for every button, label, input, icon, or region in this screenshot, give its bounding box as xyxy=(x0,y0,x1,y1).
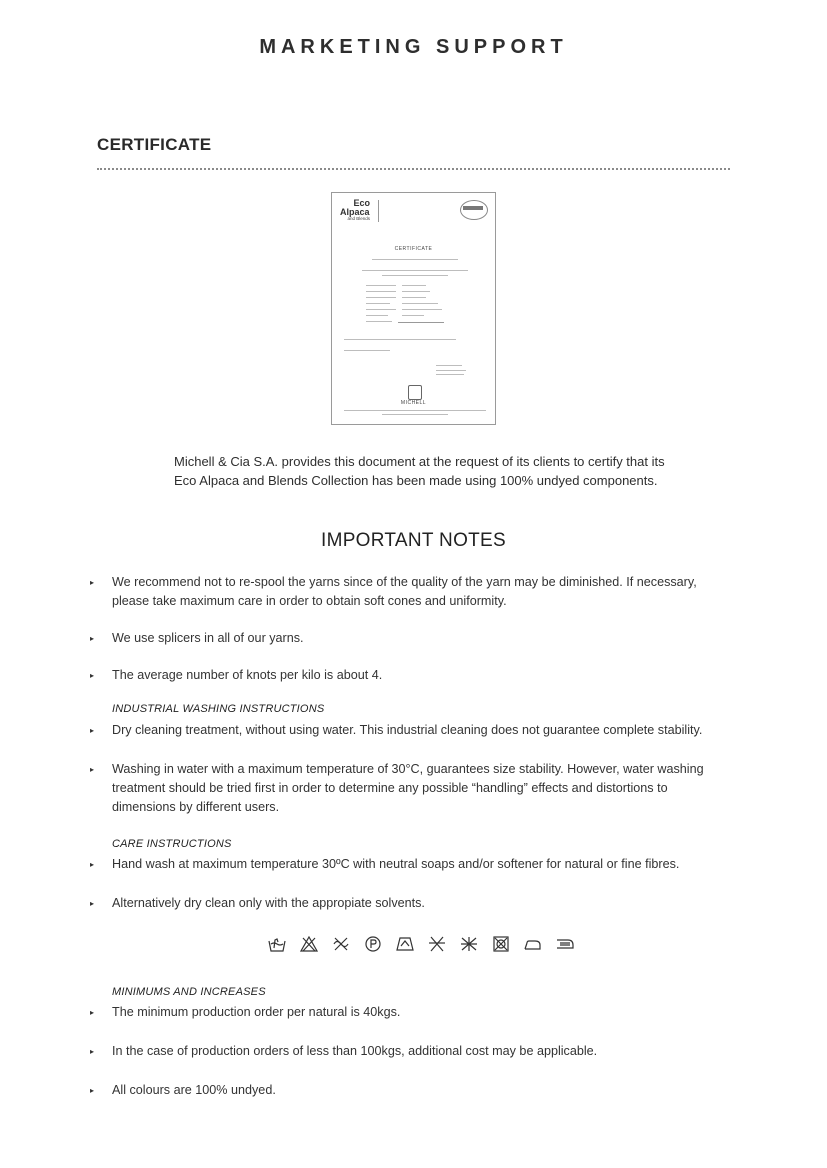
iron-low-icon xyxy=(517,934,549,954)
cert-text-line xyxy=(366,291,396,292)
cert-text-line xyxy=(402,285,426,286)
cert-text-line xyxy=(402,297,426,298)
no-iron-steam-icon xyxy=(453,934,485,954)
cert-text-line xyxy=(344,339,456,340)
no-tumble-dry-icon xyxy=(325,934,357,954)
bullet-marker: ▸ xyxy=(90,1008,95,1017)
dotted-divider xyxy=(97,168,730,170)
cert-text-line xyxy=(372,259,458,260)
logo-divider xyxy=(378,200,379,222)
note-line: treatment should be tried first in order to determine any possible “handling” effects and distortions to xyxy=(112,781,668,795)
note-item xyxy=(90,1042,722,1061)
cert-text-line xyxy=(362,270,468,271)
note-item xyxy=(90,760,722,817)
no-bleach-icon xyxy=(293,934,325,954)
certificate-thumbnail xyxy=(331,192,496,425)
cert-text-line xyxy=(436,374,464,375)
cert-text-line xyxy=(366,303,390,304)
eco-alpaca-logo xyxy=(340,199,370,222)
intro-paragraph xyxy=(174,453,674,490)
note-line: please take maximum care in order to obtain soft cones and uniformity. xyxy=(112,594,507,608)
note-line: Washing in water with a maximum temperature of 30°C, guarantees size stability. However, water washing xyxy=(112,762,704,776)
note-line: Dry cleaning treatment, without using water. This industrial cleaning does not guarantee complete stability. xyxy=(112,723,703,737)
cert-footer-line xyxy=(382,414,448,415)
cert-text-line xyxy=(436,365,462,366)
cert-text-line xyxy=(366,321,392,322)
cert-text-line xyxy=(436,370,466,371)
cert-text-line xyxy=(366,315,388,316)
note-line: The minimum production order per natural is 40kgs. xyxy=(112,1005,401,1019)
certificate-heading: CERTIFICATE xyxy=(394,246,433,252)
michell-emblem-icon xyxy=(408,385,422,400)
dry-flat-icon xyxy=(389,934,421,954)
no-tumble-icon xyxy=(485,934,517,954)
bullet-marker: ▸ xyxy=(90,671,95,680)
note-item xyxy=(90,855,722,874)
note-item xyxy=(90,629,722,648)
note-line: Alternatively dry clean only with the appropiate solvents. xyxy=(112,896,425,910)
note-item xyxy=(90,1003,722,1022)
note-item xyxy=(90,1081,722,1100)
bullet-marker: ▸ xyxy=(90,1086,95,1095)
cert-text-line xyxy=(402,315,424,316)
cert-text-line xyxy=(344,350,390,351)
cert-text-line xyxy=(402,309,442,310)
bullet-marker: ▸ xyxy=(90,860,95,869)
iron-icon xyxy=(549,934,581,954)
page-title: MARKETING SUPPORT xyxy=(259,36,568,58)
logo-blends-text: and Blends xyxy=(347,216,370,221)
cert-text-line xyxy=(366,309,396,310)
michell-brand: MICHELL xyxy=(400,400,427,406)
intro-line: Michell & Cia S.A. provides this document at the request of its clients to certify that its xyxy=(174,454,665,469)
no-wring-icon xyxy=(421,934,453,954)
cert-text-line xyxy=(402,303,438,304)
note-item xyxy=(90,721,722,740)
note-line: We use splicers in all of our yarns. xyxy=(112,631,304,645)
bullet-marker: ▸ xyxy=(90,578,95,587)
subheading-care-instructions: CARE INSTRUCTIONS xyxy=(112,838,232,850)
note-item xyxy=(90,894,722,913)
cert-care-symbols xyxy=(398,322,444,323)
seal-band xyxy=(463,206,483,210)
important-notes-title: IMPORTANT NOTES xyxy=(320,530,507,551)
bullet-marker: ▸ xyxy=(90,765,95,774)
cert-text-line xyxy=(402,291,430,292)
subheading-minimums: MINIMUMS AND INCREASES xyxy=(112,986,266,998)
note-line: We recommend not to re-spool the yarns since of the quality of the yarn may be diminished. If necessary, xyxy=(112,575,697,589)
note-item xyxy=(90,666,722,685)
subheading-industrial-washing: INDUSTRIAL WASHING INSTRUCTIONS xyxy=(112,703,325,715)
certification-seal-icon xyxy=(460,200,488,220)
cert-text-line xyxy=(366,285,396,286)
cert-text-line xyxy=(382,275,448,276)
note-line: The average number of knots per kilo is about 4. xyxy=(112,668,383,682)
bullet-marker: ▸ xyxy=(90,726,95,735)
note-line: Hand wash at maximum temperature 30ºC with neutral soaps and/or softener for natural or fine fibres. xyxy=(112,857,680,871)
intro-line: Eco Alpaca and Blends Collection has been made using 100% undyed components. xyxy=(174,472,658,488)
care-symbols-row xyxy=(261,934,581,954)
note-line: All colours are 100% undyed. xyxy=(112,1083,276,1097)
cert-text-line xyxy=(366,297,396,298)
bullet-marker: ▸ xyxy=(90,1047,95,1056)
cert-footer-line xyxy=(344,410,486,411)
logo-alpaca-text: Alpaca xyxy=(340,207,370,217)
hand-wash-icon xyxy=(261,934,293,954)
bullet-marker: ▸ xyxy=(90,899,95,908)
bullet-marker: ▸ xyxy=(90,634,95,643)
note-line: dimensions by different users. xyxy=(112,800,280,814)
note-line: In the case of production orders of less than 100kgs, additional cost may be applicable. xyxy=(112,1044,598,1058)
logo-eco-text: Eco xyxy=(353,198,370,208)
dry-clean-p-icon xyxy=(357,934,389,954)
section-title-certificate: CERTIFICATE xyxy=(97,135,212,154)
note-item xyxy=(90,573,722,611)
